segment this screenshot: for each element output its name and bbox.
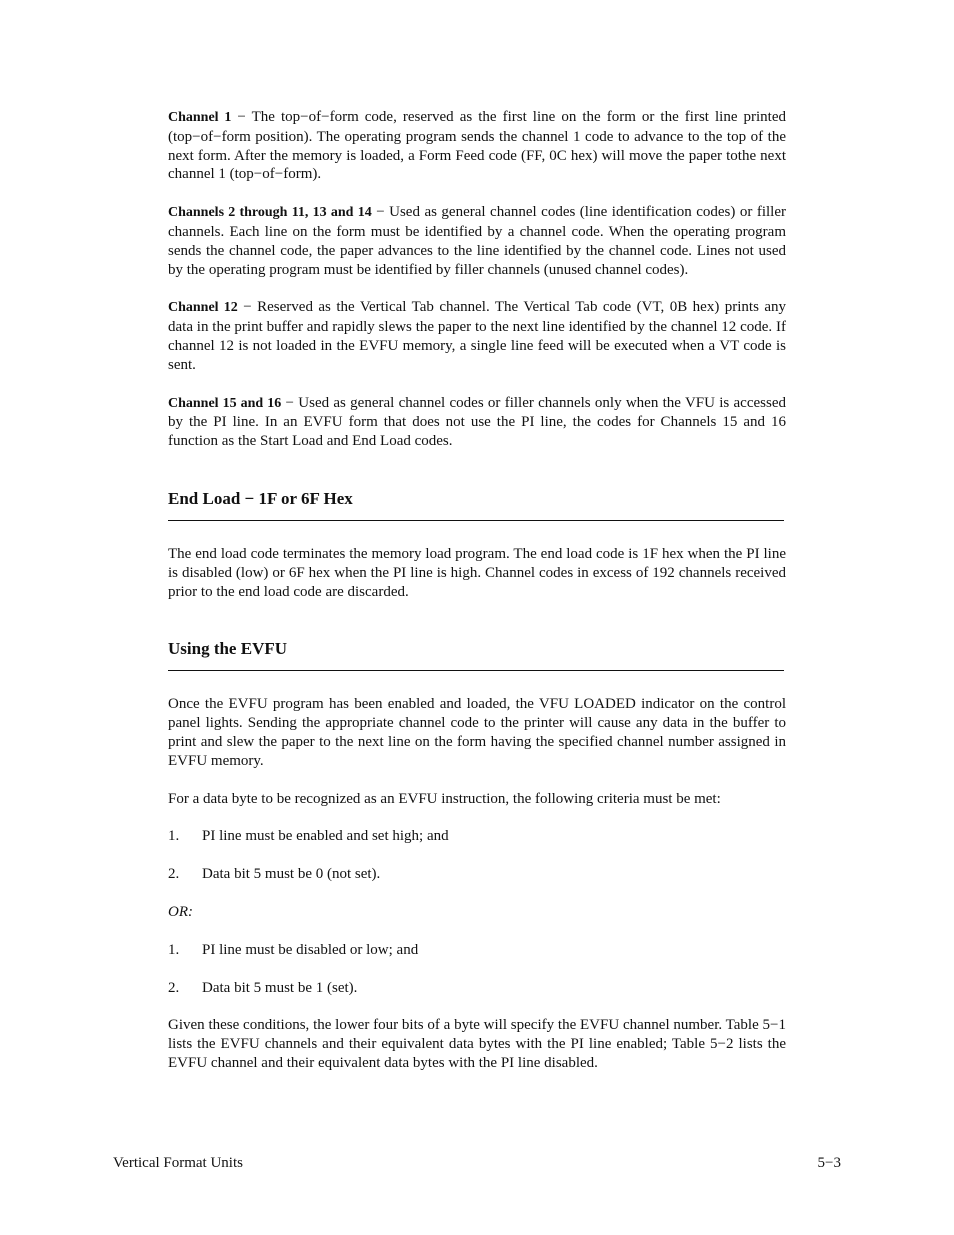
list-item — [168, 941, 786, 960]
end-load-paragraph: The end load code terminates the memory load program. The end load code is 1F hex when the PI line is disabled (low) or 6F hex when the PI line is high. Channel codes in excess of 192 channels received prior to the end load code are discarded. — [168, 545, 786, 600]
page-footer — [113, 1154, 841, 1172]
list-number: 2. — [168, 979, 180, 996]
paragraph-text: Reserved as the Vertical Tab channel. The Vertical Tab code (VT, 0B hex) prints any data in the print buffer and rapidly slews the paper to the next line identified by the channel 12 code. If channel 12 is not loaded in the EVFU memory, a single line feed will be executed when a VT code is sent. — [168, 299, 787, 373]
channels-2-14-paragraph — [168, 203, 786, 279]
list-item — [168, 827, 786, 846]
separator-dash: − — [243, 299, 252, 316]
end-load-section — [168, 545, 786, 601]
list-text: Data bit 5 must be 0 (not set). — [202, 866, 381, 883]
list-number: 1. — [168, 828, 180, 845]
end-load-heading: End Load − 1F or 6F Hex — [168, 489, 784, 521]
or-label: OR: — [168, 903, 193, 920]
list-text: Data bit 5 must be 1 (set). — [202, 979, 358, 996]
list-item — [168, 865, 786, 884]
separator-dash: − — [237, 109, 246, 125]
paragraph-text: Used as general channel codes or filler channels only when the VFU is accessed by the PI line. In an EVFU form that does not use the PI line, the codes for Channels 15 and 16 function as the Start Load and End Load codes. — [168, 394, 786, 450]
paragraph-lead: Channel 1 — [168, 110, 232, 125]
list-item — [168, 979, 786, 998]
list-text: PI line must be disabled or low; and — [202, 941, 419, 958]
paragraph-lead: Channels 2 through 11, 13 and 14 — [168, 205, 372, 221]
criteria-paragraph: For a data byte to be recognized as an EVFU instruction, the following criteria must be met: — [168, 790, 721, 807]
paragraph-text: Used as general channel codes (line identification codes) or filler channels. Each line on the form must be identified by a channel code. When the operating program sends the channel code, the paper advances to the line identified by the channel code. Lines not used by the operating program must be identified by filler channels (unused channel codes). — [168, 204, 786, 278]
paragraph-lead: Channel 12 — [168, 300, 238, 316]
list-number: 2. — [168, 866, 180, 883]
using-intro-paragraph: Once the EVFU program has been enabled and loaded, the VFU LOADED indicator on the control panel lights. Sending the appropriate channel code to the printer will cause any data in the buffer to print and slew the paper to the next line on the form having the specified channel number assigned in EVFU memory. — [168, 696, 786, 769]
separator-dash: − — [376, 204, 385, 221]
using-evfu-heading: Using the EVFU — [168, 639, 784, 671]
footer-chapter-title: Vertical Format Units — [113, 1155, 243, 1171]
using-evfu-section — [168, 695, 786, 1072]
channel-15-16-paragraph — [168, 394, 786, 451]
paragraph-text: The top−of−form code, reserved as the first line on the form or the first line printed (top−of−form position). The operating program sends the channel 1 code to advance to the top of the next form. After the memory is loaded, a Form Feed code (FF, 0C hex) will move the paper tothe next channel 1 (top−of−form). — [168, 109, 786, 183]
list-text: PI line must be enabled and set high; and — [202, 828, 449, 845]
separator-dash: − — [285, 394, 294, 411]
channel-12-paragraph — [168, 298, 786, 374]
paragraph-lead: Channel 15 and 16 — [168, 395, 282, 411]
page-content — [168, 108, 786, 1073]
list-number: 1. — [168, 941, 180, 958]
channel-1-paragraph — [168, 108, 786, 184]
conclusion-paragraph: Given these conditions, the lower four bits of a byte will specify the EVFU channel number. Table 5−1 lists the EVFU channels and their equivalent data bytes with the PI line enabled; Table 5−2 lists the EVFU channel and their equivalent data bytes with the PI line disabled. — [168, 1017, 786, 1071]
page-number: 5−3 — [817, 1155, 841, 1171]
